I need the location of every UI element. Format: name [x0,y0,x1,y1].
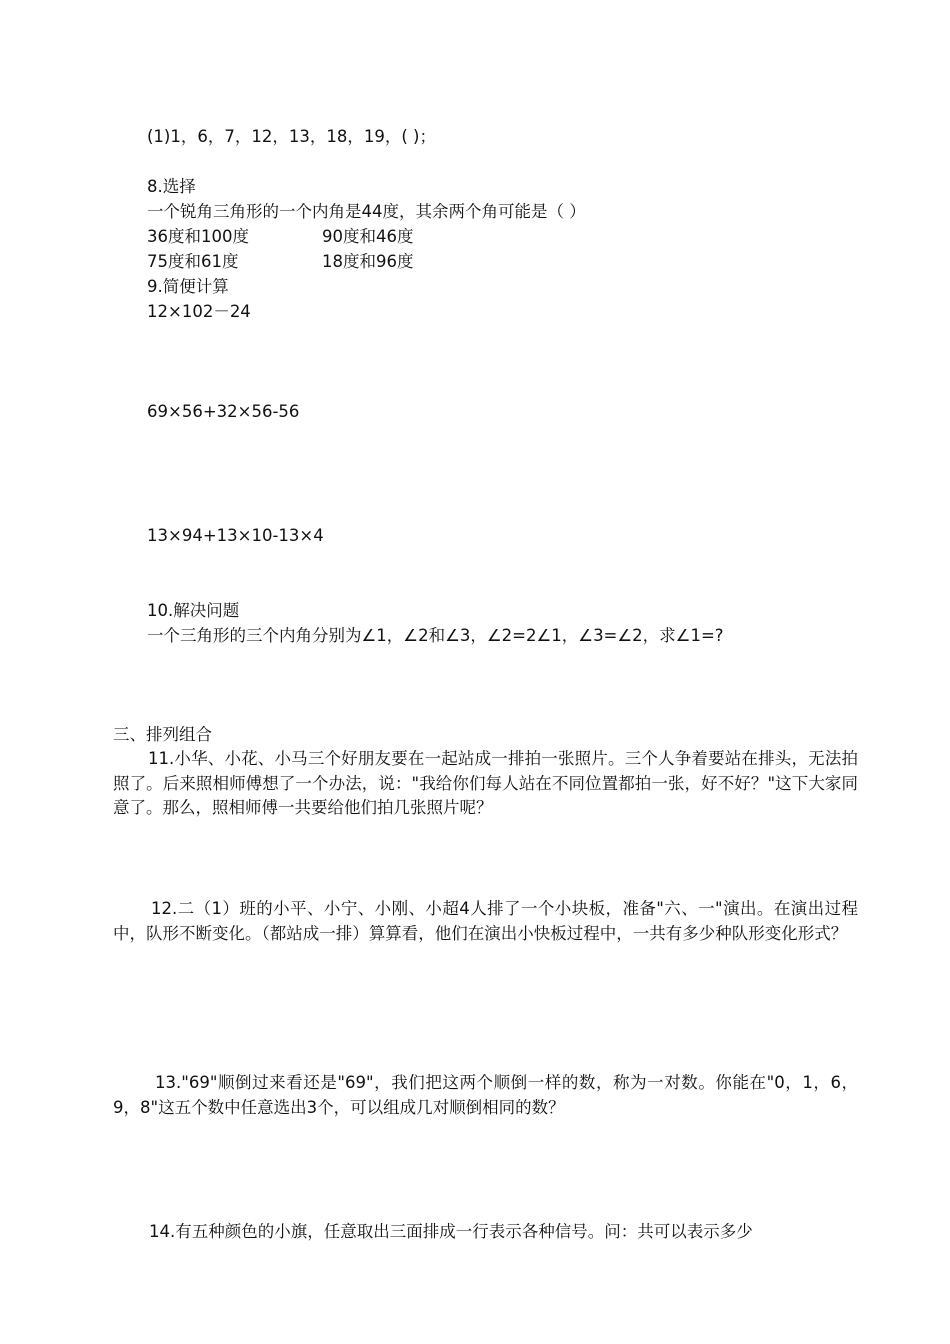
section-3-heading: 三、排列组合 [113,725,212,744]
q8-options-row-2 [147,250,547,274]
q10-title: 10.解决问题 [147,601,240,620]
q9-expression-3: 13×94+13×10-13×4 [147,526,324,545]
q8-option-c: 75度和61度 [147,252,239,271]
q8-question: 一个锐角三角形的一个内角是44度，其余两个角可能是（ ） [147,202,586,221]
q9-expression-1: 12×102－24 [147,302,251,321]
q8-options-row-1 [147,225,547,249]
q9-expression-2: 69×56+32×56-56 [147,402,300,421]
q9-title: 9.简便计算 [147,277,229,296]
q10-question: 一个三角形的三个内角分别为∠1，∠2和∠3，∠2=2∠1，∠3=∠2，求∠1=? [147,626,724,645]
q11-text: 11.小华、小花、小马三个好朋友要在一起站成一排拍一张照片。三个人争着要站在排头，无法拍照了。后来照相师傅想了一个办法，说："我给你们每人站在不同位置都拍一张，好不好？"这下大家同意了。那么，照相师傅一共要给他们拍几张照片呢？ [113,749,858,817]
q8-option-b: 90度和46度 [322,227,414,246]
q8-option-a: 36度和100度 [147,227,249,246]
q8-title: 8.选择 [147,177,196,196]
q14-text: 14.有五种颜色的小旗，任意取出三面排成一行表示各种信号。问：共可以表示多少 [149,1222,753,1241]
q13-text: 13."69"顺倒过来看还是"69"，我们把这两个顺倒一样的数，称为一对数。你能在"0，1，6，9，8"这五个数中任意选出3个，可以组成几对顺倒相同的数？ [113,1073,859,1117]
q7-sequence: (1)1，6，7，12，13，18，19，( )； [147,127,436,146]
q12-text: 12.二（1）班的小平、小宁、小刚、小超4人排了一个小块板，准备"六、一"演出。在演出过程中，队形不断变化。（都站成一排）算算看，他们在演出小快板过程中，一共有多少种队形变化形式？ [113,899,858,943]
q8-option-d: 18度和96度 [322,252,414,271]
